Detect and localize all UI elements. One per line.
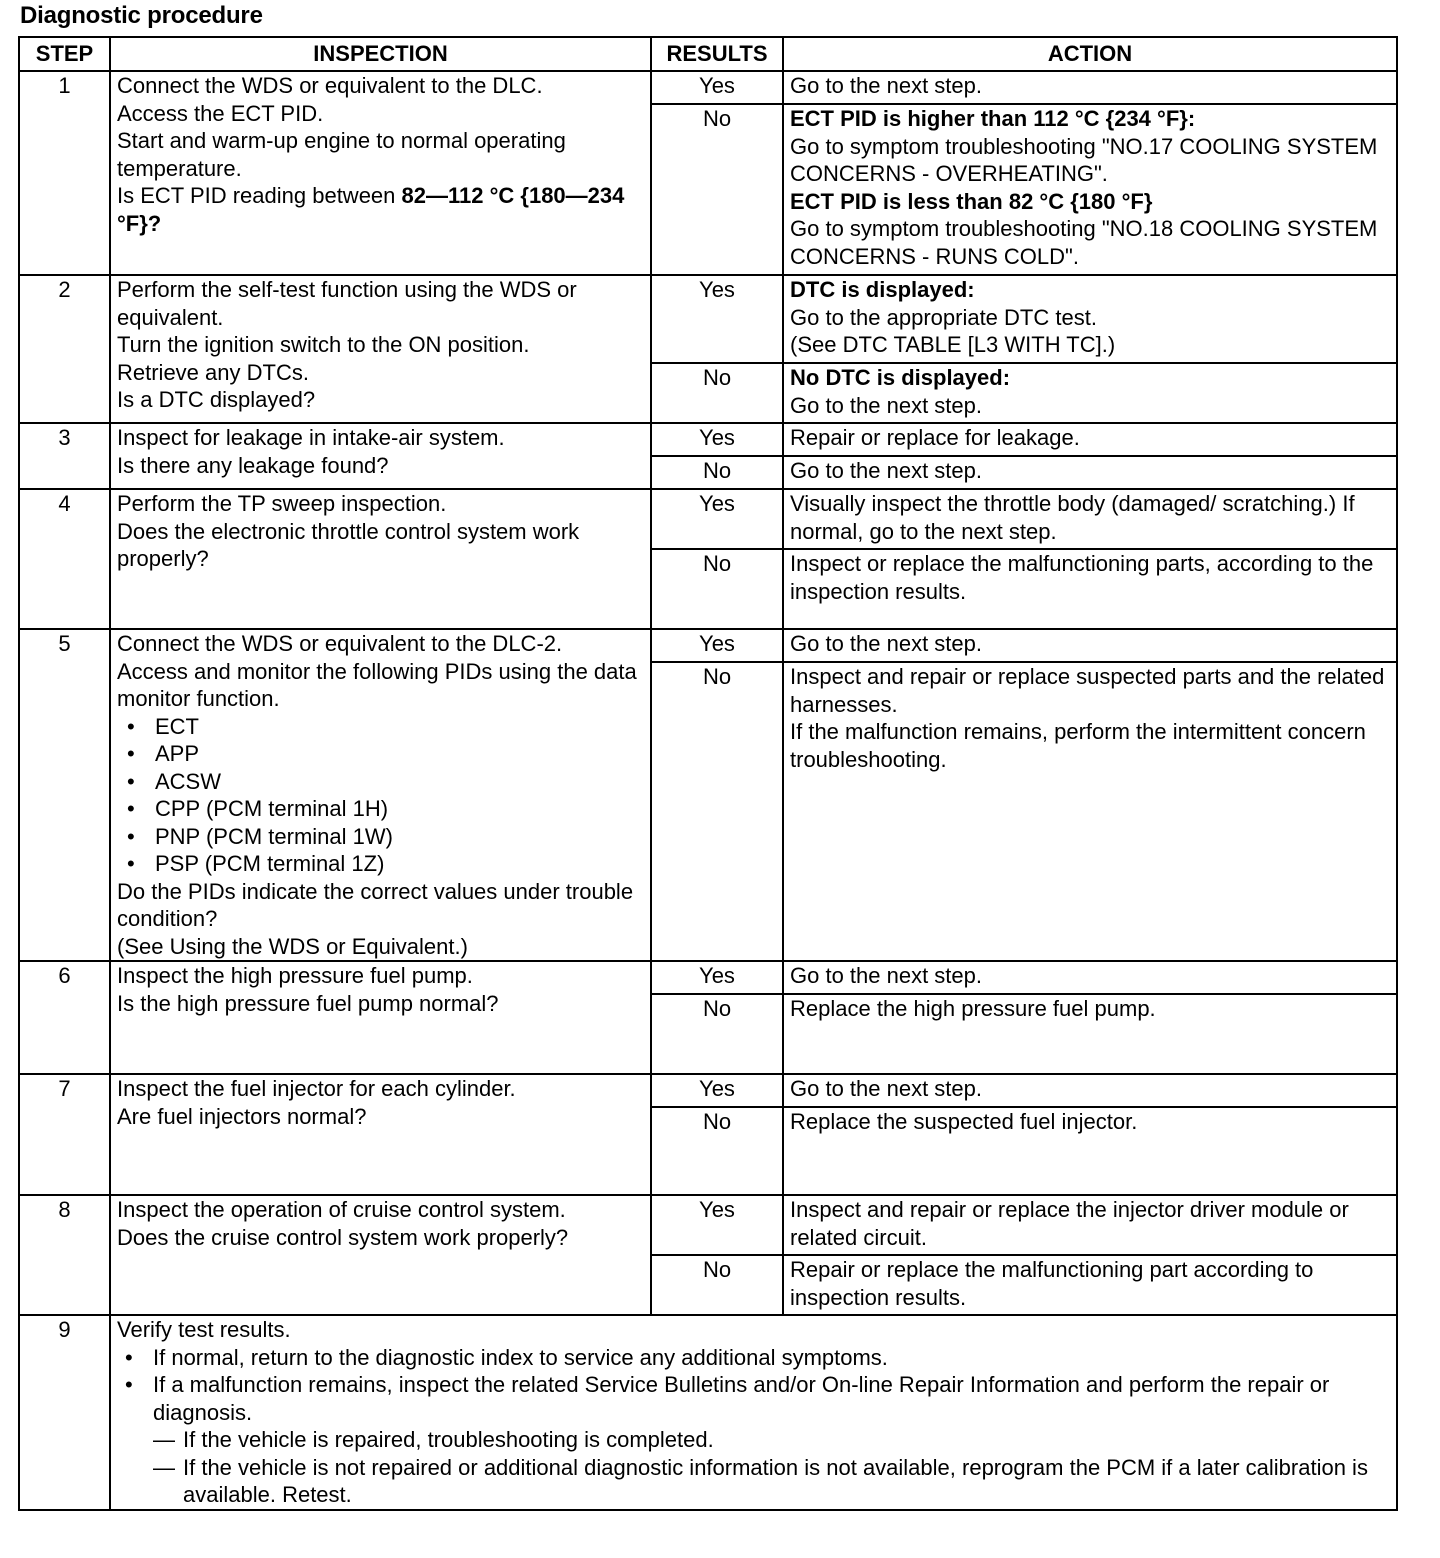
header-inspection: INSPECTION [110, 37, 651, 71]
sub-list-item: — If the vehicle is not repaired or additional diagnostic information is not available, reprogram the PCM if a later calibration is available. Retest. [153, 1454, 1390, 1509]
action-text: Go to the next step. [790, 392, 983, 418]
list-item: • PNP (PCM terminal 1W) [117, 823, 644, 851]
step-8-inspection [110, 1195, 651, 1315]
result-no: No [651, 662, 783, 961]
action-yes: Inspect and repair or replace the injector driver module or related circuit. [783, 1195, 1397, 1255]
list-item: • ECT [117, 713, 644, 741]
table-row-step-5 [19, 629, 1397, 662]
inspection-question: Is a DTC displayed? [117, 387, 316, 412]
action-no [783, 662, 1397, 961]
result-yes: Yes [651, 961, 783, 994]
inspection-line: Connect the WDS or equivalent to the DLC-2. [117, 631, 563, 656]
step-5-inspection [110, 629, 651, 961]
table-row-step-9 [19, 1315, 1397, 1510]
inspection-question: Is the high pressure fuel pump normal? [117, 990, 499, 1016]
question-text: Is ECT PID reading between [117, 183, 402, 208]
action-yes: Go to the next step. [783, 71, 1397, 104]
inspection-line: Perform the self-test function using the WDS or equivalent. [117, 277, 577, 330]
action-text: Go to the appropriate DTC test. [790, 304, 1097, 330]
table-row-step-2 [19, 275, 1397, 363]
inspection-question: Does the cruise control system work properly? [117, 1224, 569, 1250]
step-4-inspection [110, 489, 651, 629]
action-heading: ECT PID is higher than 112 °C {234 °F}: [790, 106, 1196, 131]
table-row-step-6 [19, 961, 1397, 994]
table-row-step-4 [19, 489, 1397, 549]
step-number: 2 [19, 275, 110, 423]
inspection-line: Access the ECT PID. [117, 100, 324, 126]
action-no: Replace the high pressure fuel pump. [783, 994, 1397, 1074]
step-6-inspection [110, 961, 651, 1074]
result-no: No [651, 363, 783, 423]
table-row-step-3 [19, 423, 1397, 456]
action-yes: Repair or replace for leakage. [783, 423, 1397, 456]
inspection-line: Inspect the fuel injector for each cylinder. [117, 1076, 516, 1101]
result-no: No [651, 1255, 783, 1315]
action-text: Go to symptom troubleshooting "NO.18 COOLING SYSTEM CONCERNS - RUNS COLD". [790, 216, 1378, 269]
result-yes: Yes [651, 489, 783, 549]
inspection-question [117, 182, 644, 237]
step-3-inspection [110, 423, 651, 489]
list-item: • APP [117, 740, 644, 768]
inspection-line: Inspect for leakage in intake-air system. [117, 425, 505, 450]
list-item [117, 1371, 1390, 1509]
action-heading: No DTC is displayed: [790, 365, 1011, 390]
action-text: Inspect and repair or replace suspected parts and the related harnesses. [790, 664, 1385, 717]
action-yes: Visually inspect the throttle body (damaged/ scratching.) If normal, go to the next step. [783, 489, 1397, 549]
step-2-inspection [110, 275, 651, 423]
inspection-question: Does the electronic throttle control system work properly? [117, 518, 580, 571]
action-no: Repair or replace the malfunctioning part according to inspection results. [783, 1255, 1397, 1315]
step-number: 7 [19, 1074, 110, 1195]
step-number: 9 [19, 1315, 110, 1510]
list-item: • PSP (PCM terminal 1Z) [117, 850, 644, 878]
result-no: No [651, 994, 783, 1074]
step-number: 8 [19, 1195, 110, 1315]
action-no [783, 104, 1397, 275]
verify-text: Verify test results. [117, 1317, 291, 1342]
list-item: • If normal, return to the diagnostic index to service any additional symptoms. [117, 1344, 1390, 1372]
inspection-question: Is there any leakage found? [117, 452, 389, 478]
result-yes: Yes [651, 71, 783, 104]
action-yes: Go to the next step. [783, 629, 1397, 662]
header-results: RESULTS [651, 37, 783, 71]
inspection-question: Are fuel injectors normal? [117, 1103, 367, 1129]
diagnostic-procedure-table [18, 36, 1398, 1511]
inspection-reference: (See Using the WDS or Equivalent.) [117, 933, 468, 959]
action-no: Replace the suspected fuel injector. [783, 1107, 1397, 1195]
step-number: 3 [19, 423, 110, 489]
inspection-line: Start and warm-up engine to normal operating temperature. [117, 128, 566, 181]
action-no: Inspect or replace the malfunctioning parts, according to the inspection results. [783, 549, 1397, 629]
action-yes [783, 275, 1397, 363]
table-row-step-8 [19, 1195, 1397, 1255]
inspection-line: Retrieve any DTCs. [117, 359, 309, 385]
result-no: No [651, 1107, 783, 1195]
action-no: Go to the next step. [783, 456, 1397, 489]
step-number: 4 [19, 489, 110, 629]
action-text: If the malfunction remains, perform the intermittent concern troubleshooting. [790, 719, 1366, 772]
action-heading: DTC is displayed: [790, 277, 975, 302]
action-heading: ECT PID is less than 82 °C {180 °F} [790, 188, 1153, 214]
step-1-inspection [110, 71, 651, 275]
page-title: Diagnostic procedure [20, 2, 263, 29]
step-number: 6 [19, 961, 110, 1074]
inspection-line: Connect the WDS or equivalent to the DLC. [117, 73, 543, 98]
sub-list [153, 1426, 1390, 1509]
header-step: STEP [19, 37, 110, 71]
result-no: No [651, 104, 783, 275]
inspection-line: Inspect the operation of cruise control system. [117, 1197, 566, 1222]
result-yes: Yes [651, 1074, 783, 1107]
result-yes: Yes [651, 1195, 783, 1255]
list-item: • ACSW [117, 768, 644, 796]
bullet-text: If a malfunction remains, inspect the related Service Bulletins and/or On-line Repair Information and perform the repair or diagnosis. [153, 1372, 1330, 1425]
step-9-verification [110, 1315, 1397, 1510]
result-yes: Yes [651, 275, 783, 363]
result-yes: Yes [651, 629, 783, 662]
header-action: ACTION [783, 37, 1397, 71]
step-number: 5 [19, 629, 110, 961]
table-row-step-7 [19, 1074, 1397, 1107]
table-row-step-1 [19, 71, 1397, 104]
inspection-question: Do the PIDs indicate the correct values under trouble condition? [117, 878, 634, 931]
list-item: • CPP (PCM terminal 1H) [117, 795, 644, 823]
verify-bullet-list [117, 1344, 1390, 1509]
result-yes: Yes [651, 423, 783, 456]
inspection-line: Turn the ignition switch to the ON position. [117, 332, 530, 357]
table-header-row [19, 37, 1397, 71]
inspection-line: Access and monitor the following PIDs using the data monitor function. [117, 658, 637, 711]
action-yes: Go to the next step. [783, 1074, 1397, 1107]
action-text: (See DTC TABLE [L3 WITH TC].) [790, 332, 1116, 357]
pid-list [117, 713, 644, 878]
action-no [783, 363, 1397, 423]
step-number: 1 [19, 71, 110, 275]
inspection-line: Perform the TP sweep inspection. [117, 491, 447, 516]
step-7-inspection [110, 1074, 651, 1195]
sub-list-item: — If the vehicle is repaired, troubleshooting is completed. [153, 1426, 1390, 1454]
inspection-line: Inspect the high pressure fuel pump. [117, 963, 473, 988]
action-yes: Go to the next step. [783, 961, 1397, 994]
question-range: 82—112 °C {180—234 °F}? [117, 183, 625, 236]
result-no: No [651, 549, 783, 629]
action-text: Go to symptom troubleshooting "NO.17 COOLING SYSTEM CONCERNS - OVERHEATING". [790, 133, 1378, 186]
result-no: No [651, 456, 783, 489]
